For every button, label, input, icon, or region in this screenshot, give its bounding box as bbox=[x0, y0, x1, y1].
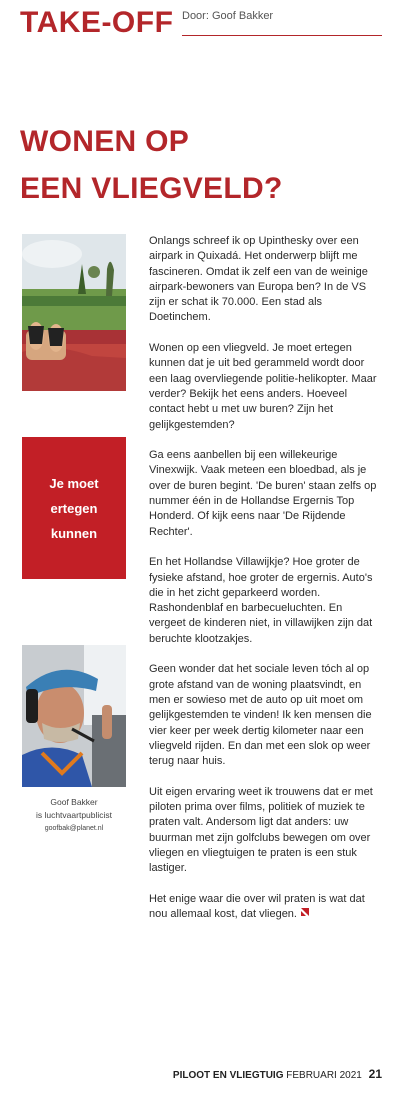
article-paragraph: En het Hollandse Villawijkje? Hoe groter de fysieke afstand, hoe groter de ergernis. Auto's die in het zicht geparkeerd worden. Rashondenblaf en barbecueluchten. En vergeet de kinderen niet, in villawijken zijn dat beruchte klootzakjes. bbox=[149, 556, 373, 645]
article-paragraph: Onlangs schreef ik op Upinthesky over een airpark in Quixadá. Het onderwerp blijft me fascineren. Omdat ik zelf een van de weinige airpark-bewoners van Europa ben? In de VS zijn er schat ik 70.000. Een stad als Doetinchem. bbox=[149, 235, 368, 324]
caption-name: Goof Bakker bbox=[50, 797, 98, 807]
article-paragraph: Ga eens aanbellen bij een willekeurige Vinexwijk. Vaak meteen een bloedbad, als je over de buren begint. 'De buren' staan zelfs op nummer één in de Hollandse Ergernis Top Honderd. Of kijk eens naar 'De Rijdende Rechter'. bbox=[149, 449, 377, 538]
footer-page-number: 21 bbox=[368, 1067, 382, 1081]
headline-line-1: WONEN OP bbox=[20, 125, 190, 158]
article-paragraph: Uit eigen ervaring weet ik trouwens dat er met piloten prima over films, politiek of muziek te praten valt. Andersom ligt dat anders: uw buurman met zijn golfclubs bewegen om over vliegen en vliegtuigen te praten is een stuk lastiger. bbox=[149, 785, 373, 875]
headline bbox=[20, 118, 380, 212]
page-footer bbox=[173, 1067, 382, 1081]
article-body bbox=[149, 234, 381, 938]
pullquote-line-3: kunnen bbox=[50, 525, 98, 541]
photo-feet-on-airfield bbox=[22, 234, 126, 391]
article-paragraph: Wonen op een vliegveld. Je moet ertegen kunnen dat je uit bed gerammeld wordt door een laag overvliegende politie-helikopter. Maar verder? Bekijk het eens anders. Hoeveel contact hebt u met uw buren? Zijn het gelijkgestemden? bbox=[149, 342, 377, 431]
section-title: TAKE-OFF bbox=[20, 6, 174, 39]
article-paragraph: Geen wonder dat het sociale leven tóch al op grote afstand van de woning plaatsvindt, en men er sowieso met de auto op uit moet om gelijkgestemden te vinden! Ik ken mensen die vier keer per week dertig kilometer naar een vliegveld rijden. En dan met een slok op weer terug naar huis. bbox=[149, 663, 372, 768]
pullquote-box bbox=[22, 437, 126, 579]
caption-email: goofbak@planet.nl bbox=[44, 825, 104, 832]
pullquote-line-1: Je moet bbox=[49, 475, 99, 491]
caption-role: is luchtvaartpublicist bbox=[35, 810, 113, 820]
author-caption bbox=[22, 796, 126, 835]
article-last-paragraph bbox=[149, 892, 381, 923]
article-paragraph-text: Het enige waar die over wil praten is wat dat nou allemaal kost, dat vliegen. bbox=[149, 892, 365, 921]
footer-magazine: PILOOT EN VLIEGTUIG bbox=[172, 1070, 284, 1081]
pullquote-line-2: ertegen bbox=[50, 500, 98, 516]
end-of-article-icon bbox=[300, 907, 310, 922]
byline: Door: Goof Bakker bbox=[182, 10, 274, 22]
header-rule bbox=[182, 35, 382, 36]
footer-issue: FEBRUARI 2021 bbox=[286, 1070, 362, 1081]
author-portrait bbox=[22, 645, 126, 787]
headline-line-2: EEN VLIEGVELD? bbox=[20, 172, 283, 205]
